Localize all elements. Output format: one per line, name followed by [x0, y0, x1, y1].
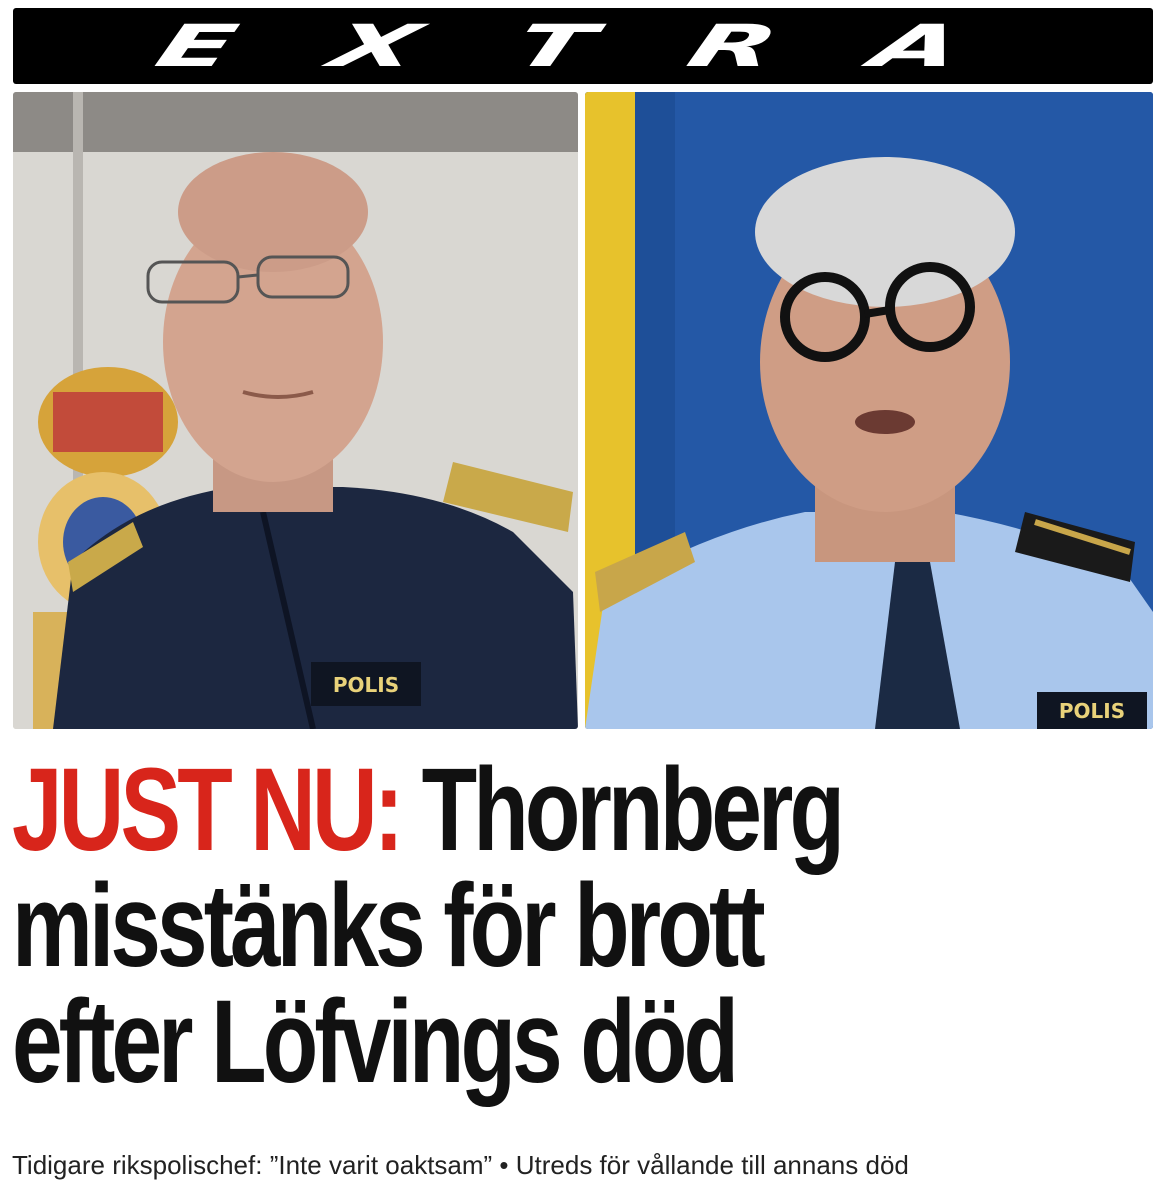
subline: Tidigare rikspolischef: ”Inte varit oaktsam” • Utreds för vållande till annans död [12, 1150, 909, 1180]
polis-patch-right: POLIS [1058, 699, 1126, 723]
photo-left-officer [13, 92, 578, 729]
headline[interactable] [12, 744, 1159, 1108]
headline-line2: misstänks för brott [12, 860, 762, 992]
extra-banner [13, 8, 1153, 84]
banner-label: EXTRA [147, 12, 1071, 80]
photo-right-officer [585, 92, 1153, 729]
headline-prefix: JUST NU: [12, 744, 401, 876]
headline-line1: Thornberg [421, 744, 842, 876]
headline-line3: efter Löfvings död [12, 976, 736, 1108]
polis-patch-left: POLIS [332, 673, 400, 697]
